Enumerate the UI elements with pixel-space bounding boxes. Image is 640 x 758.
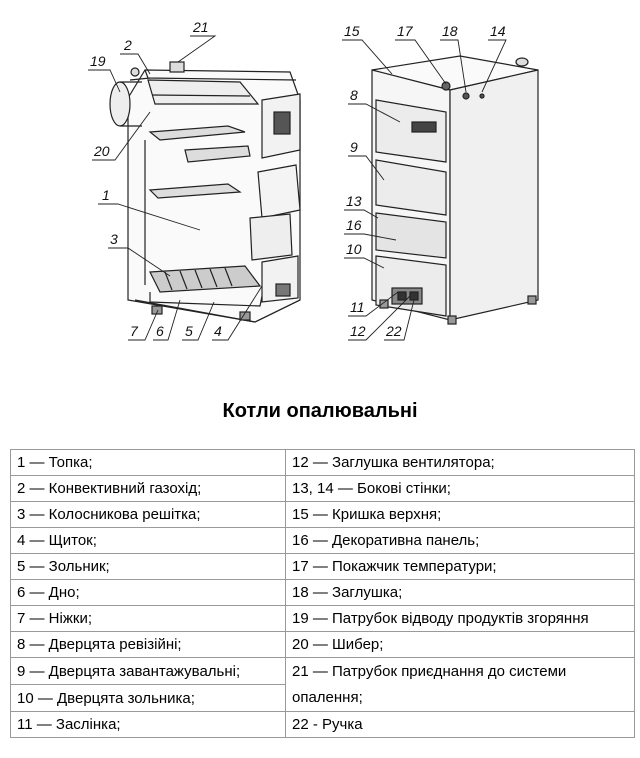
legend-row [11,580,635,606]
callout-16: 16 [346,217,362,233]
legend-row [11,712,635,738]
legend-item-left: 4 — Щиток; [11,528,286,554]
legend-item-right: 19 — Патрубок відводу продуктів згоряння [286,606,635,632]
callout-18: 18 [442,23,458,39]
callout-6: 6 [156,323,164,339]
callout-19: 19 [90,53,106,69]
callout-10: 10 [346,241,362,257]
legend-table [10,449,635,738]
callout-15: 15 [344,23,360,39]
callout-14: 14 [490,23,506,39]
legend-item-left: 11 — Заслінка; [11,712,286,738]
legend-row [11,528,635,554]
legend-row [11,476,635,502]
callout-22: 22 [386,323,402,339]
legend-item-right: 13, 14 — Бокові стінки; [286,476,635,502]
callout-12: 12 [350,323,366,339]
diagram-title: Котли опалювальні [222,400,418,422]
legend-item-left: 8 — Дверцята ревізійні; [11,632,286,658]
callout-4: 4 [214,323,222,339]
legend-item-left: 1 — Топка; [11,450,286,476]
legend-item-left: 5 — Зольник; [11,554,286,580]
callout-17: 17 [397,23,413,39]
legend-item-left: 9 — Дверцята завантажувальні; [11,658,286,685]
callout-5: 5 [185,323,193,339]
legend-row [11,606,635,632]
legend-item-left: 7 — Ніжки; [11,606,286,632]
callout-20: 20 [94,143,110,159]
legend-row [11,632,635,658]
legend-row [11,450,635,476]
legend-item-right: 20 — Шибер; [286,632,635,658]
legend-item-right [286,658,635,712]
callout-9: 9 [350,139,358,155]
callout-11: 11 [350,299,365,315]
boiler-technical-drawing [0,0,640,360]
legend-item-right: 15 — Кришка верхня; [286,502,635,528]
callout-7: 7 [130,323,138,339]
callout-2: 2 [124,37,132,53]
legend-item-left: 10 — Дверцята зольника; [11,685,286,712]
legend-item-right: 17 — Покажчик температури; [286,554,635,580]
legend-item-right-line2: опалення; [292,688,363,706]
legend-item-left: 2 — Конвективний газохід; [11,476,286,502]
legend-row [11,502,635,528]
legend-row [11,658,635,685]
legend-item-right: 12 — Заглушка вентилятора; [286,450,635,476]
boiler-cutaway-view [110,62,300,322]
callout-3: 3 [110,231,118,247]
callout-8: 8 [350,87,358,103]
legend-item-right: 16 — Декоративна панель; [286,528,635,554]
legend-item-right-line1: 21 — Патрубок приєднання до системи [292,662,567,680]
legend-row [11,554,635,580]
callout-13: 13 [346,193,362,209]
legend-item-left: 3 — Колосникова решітка; [11,502,286,528]
legend-item-right: 22 - Ручка [286,712,635,738]
callout-21: 21 [193,19,209,35]
boiler-exterior-view [372,56,538,324]
callout-1: 1 [102,187,110,203]
legend-item-right: 18 — Заглушка; [286,580,635,606]
legend-item-left: 6 — Дно; [11,580,286,606]
